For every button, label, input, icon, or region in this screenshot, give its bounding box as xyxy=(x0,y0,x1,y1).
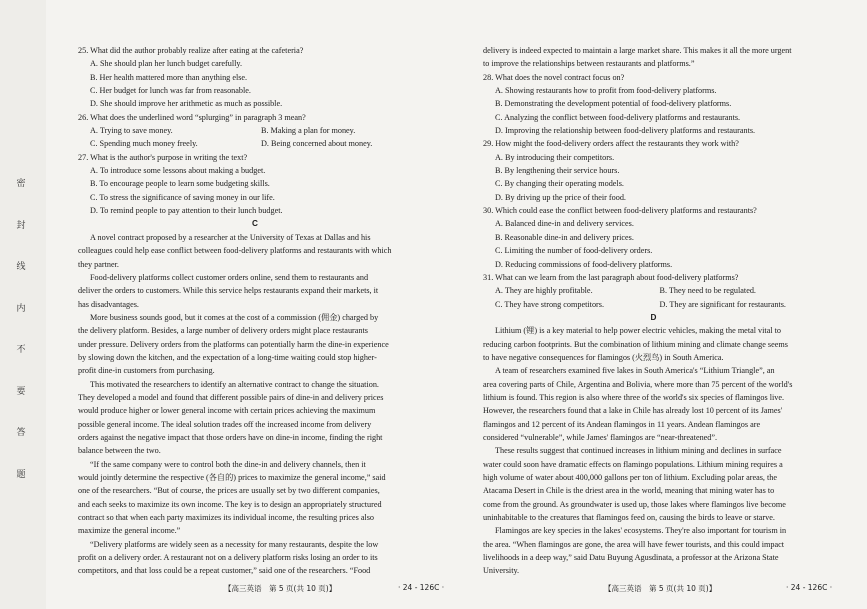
option-text: A. Balanced dine-in and delivery services. xyxy=(495,219,634,229)
text-line: under pressure. Delivery orders from the platforms can potentially harm the dine-in experience xyxy=(78,339,389,349)
option-pair xyxy=(483,298,824,311)
text-line: deliver the orders to customers. While this service helps restaurants expand their markets, it xyxy=(78,286,379,296)
text-line: possible general income. The ideal solution trades off the increased income from delivery xyxy=(78,419,372,429)
footer-right-code: · 24 - 126C · xyxy=(786,583,833,592)
text-line: A team of researchers examined five lakes in South America's “Lithium Triangle”, an xyxy=(495,366,775,376)
option-text: D. Reducing commissions of food-delivery platforms. xyxy=(495,259,673,269)
text-line: by slowing down the kitchen, and the expectation of a long-time waiting could stop higher- xyxy=(78,352,377,362)
option-text: D. To remind people to pay attention to their lunch budget. xyxy=(90,206,283,216)
text-line: competitors, and that loss could be a repeat customer,” said one of the researchers. “Food xyxy=(78,566,371,576)
binding-char: 封 xyxy=(16,220,26,231)
option-text: B. To encourage people to learn some budgeting skills. xyxy=(90,179,270,189)
text-line: high volume of water about 400,000 gallons per ton of lithium. Excluding polar areas, the xyxy=(483,473,778,482)
text-line: University. xyxy=(483,566,520,576)
text-line: contract so that when each party maximizes its individual income, the resulting prices also xyxy=(78,513,375,523)
text-line: Lithium (锂) is a key material to help power electric vehicles, making the metal vital to xyxy=(495,326,782,336)
text-line: would jointly determine the respective (各自的) prices to maximize the general income,” said xyxy=(78,473,386,482)
option-text: D. She should improve her arithmetic as much as possible. xyxy=(90,99,283,109)
text-line: These results suggest that continued increases in lithium mining and declines in surface xyxy=(495,446,782,456)
footer-right-page: 【高三英语 第 5 页(共 10 页)】 xyxy=(604,584,717,593)
text-line: 29. How might the food-delivery orders affect the restaurants they work with? xyxy=(483,139,739,149)
passage-heading: C xyxy=(252,219,258,229)
text-line: “If the same company were to control both the dine-in and delivery channels, then it xyxy=(90,459,366,469)
option-text: B. By lengthening their service hours. xyxy=(495,166,620,176)
text-line: maximize the general income.” xyxy=(78,526,181,536)
text-line: balance between the two. xyxy=(78,446,161,456)
binding-line-notice xyxy=(14,180,28,480)
text-line: water could soon have dramatic effects on flamingo populations. Lithium mining requires a xyxy=(483,459,783,469)
option-pair xyxy=(78,137,432,150)
option-text: A. She should plan her lunch budget carefully. xyxy=(90,59,243,69)
option-text: A. They are highly profitable. xyxy=(495,286,593,296)
text-line: delivery is indeed expected to maintain a large market share. This makes it all the more urgent xyxy=(483,46,792,55)
text-line: would produce higher or lower general income with certain prices achieving the maximum xyxy=(78,406,376,416)
option-text: B. Demonstrating the development potential of food-delivery platforms. xyxy=(495,99,732,109)
text-line: to have negative consequences for flamingos (火烈鸟) in South America. xyxy=(483,352,724,362)
footer-left-code: · 24 - 126C · xyxy=(398,583,445,592)
option-text: B. Her health mattered more than anything else. xyxy=(90,72,248,82)
option-text: D. Being concerned about money. xyxy=(261,139,373,149)
passage-heading: D xyxy=(650,312,657,322)
text-line: they partner. xyxy=(78,259,119,269)
text-line: to improve the relationships between restaurants and platforms.” xyxy=(483,59,695,69)
text-line: livelihoods in a deep way,” said Datu Buyung Agusdinata, a professor at the Arizona State xyxy=(483,553,779,563)
text-line: This motivated the researchers to identify an alternative contract to change the situation. xyxy=(90,379,379,389)
text-line: Atacama Desert in Chile is the driest area in the world, meaning that mining water has to xyxy=(483,486,775,496)
option-text: C. They have strong competitors. xyxy=(495,299,604,309)
text-line: profit dine-in customers from purchasing. xyxy=(78,366,215,376)
option-text: B. They need to be regulated. xyxy=(659,286,756,296)
text-line: considered “vulnerable”, while James' flamingos are “near-threatened”. xyxy=(483,432,718,442)
option-text: A. By introducing their competitors. xyxy=(495,152,615,162)
option-text: B. Making a plan for money. xyxy=(261,126,356,136)
text-line: has disadvantages. xyxy=(78,299,139,309)
text-line: uninhabitable to the creatures that flamingos feed on, causing the birds to leave or starve. xyxy=(483,513,775,523)
text-line: 28. What does the novel contract focus on? xyxy=(483,72,625,82)
option-text: C. Analyzing the conflict between food-delivery platforms and restaurants. xyxy=(495,112,741,122)
binding-char: 不 xyxy=(16,345,26,356)
option-text: C. Limiting the number of food-delivery orders. xyxy=(495,246,653,256)
text-line: the delivery platform. Besides, a large number of delivery orders might place restaurants xyxy=(78,326,368,336)
option-text: D. They are significant for restaurants. xyxy=(659,299,786,309)
text-line: orders against the negative impact that those orders have on dine-in income, finding the right xyxy=(78,432,383,442)
binding-char: 线 xyxy=(16,262,26,273)
option-text: C. To stress the significance of saving money in our life. xyxy=(90,192,275,202)
binding-char: 密 xyxy=(16,179,26,189)
text-line: “Delivery platforms are widely seen as a necessity for many restaurants, despite the low xyxy=(90,539,379,549)
binding-char: 题 xyxy=(16,469,26,480)
text-line: However, the researchers found that a lake in Chile has already lost 10 percent of its James' xyxy=(483,406,783,416)
text-line: lithium is found. This region is also where three of the world's six species of flamingos live. xyxy=(483,392,785,402)
option-text: A. Showing restaurants how to profit from food-delivery platforms. xyxy=(495,86,717,96)
option-text: C. Her budget for lunch was far from reasonable. xyxy=(90,86,251,96)
right-column xyxy=(483,44,824,578)
option-text: D. Improving the relationship between food-delivery platforms and restaurants. xyxy=(495,126,756,136)
text-line: reducing carbon footprints. But the combination of lithium mining and climate change seems xyxy=(483,339,788,349)
option-text: A. To introduce some lessons about making a budget. xyxy=(90,166,266,176)
text-line: More business sounds good, but it comes at the cost of a commission (佣金) charged by xyxy=(90,312,379,322)
text-line: colleagues could help ease conflict between food-delivery platforms and restaurants with which xyxy=(78,246,392,256)
footer-left-page: 【高三英语 第 5 页(共 10 页)】 xyxy=(224,584,337,593)
option-pair xyxy=(78,124,432,137)
text-line: A novel contract proposed by a researcher at the University of Texas at Dallas and his xyxy=(90,232,371,242)
binding-char: 答 xyxy=(16,428,26,439)
text-line: Food-delivery platforms collect customer orders online, send them to restaurants and xyxy=(90,272,369,282)
text-line: Flamingos are key species in the lakes' ecosystems. They're also important for tourism in xyxy=(495,526,787,536)
text-line: 30. Which could ease the conflict between food-delivery platforms and restaurants? xyxy=(483,206,757,216)
binding-char: 要 xyxy=(16,386,26,397)
text-line: 27. What is the author's purpose in writing the text? xyxy=(78,152,248,162)
text-line: flamingos and 12 percent of its Andean flamingos in 11 years. Andean flamingos are xyxy=(483,419,761,429)
text-line: profit on a delivery order. A restaurant not on a delivery platform risks losing an order to its xyxy=(78,553,378,563)
text-line: come from the ground. As groundwater is used up, those lakes where flamingos live become xyxy=(483,499,786,509)
text-line: They developed a model and found that different possible pairs of dine-in and delivery prices xyxy=(78,392,384,402)
option-pair xyxy=(483,284,824,297)
option-text: C. Spending much money freely. xyxy=(90,139,198,149)
left-column xyxy=(78,44,432,578)
text-line: 25. What did the author probably realize after eating at the cafeteria? xyxy=(78,46,304,55)
option-text: C. By changing their operating models. xyxy=(495,179,624,189)
text-line: 31. What can we learn from the last paragraph about food-delivery platforms? xyxy=(483,272,739,282)
text-line: one of the researchers. “But of course, the prices are usually set by two different companies, xyxy=(78,486,380,496)
text-line: area covering parts of Chile, Argentina and Bolivia, where more than 75 percent of the world's xyxy=(483,379,793,389)
option-text: B. Reasonable dine-in and delivery prices. xyxy=(495,232,634,242)
option-text: D. By driving up the price of their food. xyxy=(495,192,626,202)
text-line: the area. “When flamingos are gone, the area will have fewer tourists, and this could impact xyxy=(483,539,785,549)
option-text: A. Trying to save money. xyxy=(90,126,173,136)
binding-char: 内 xyxy=(16,303,26,314)
text-line: 26. What does the underlined word “splurging” in paragraph 3 mean? xyxy=(78,112,306,122)
text-line: and each seeks to maximize its own income. The key is to design an appropriately structured xyxy=(78,499,382,509)
